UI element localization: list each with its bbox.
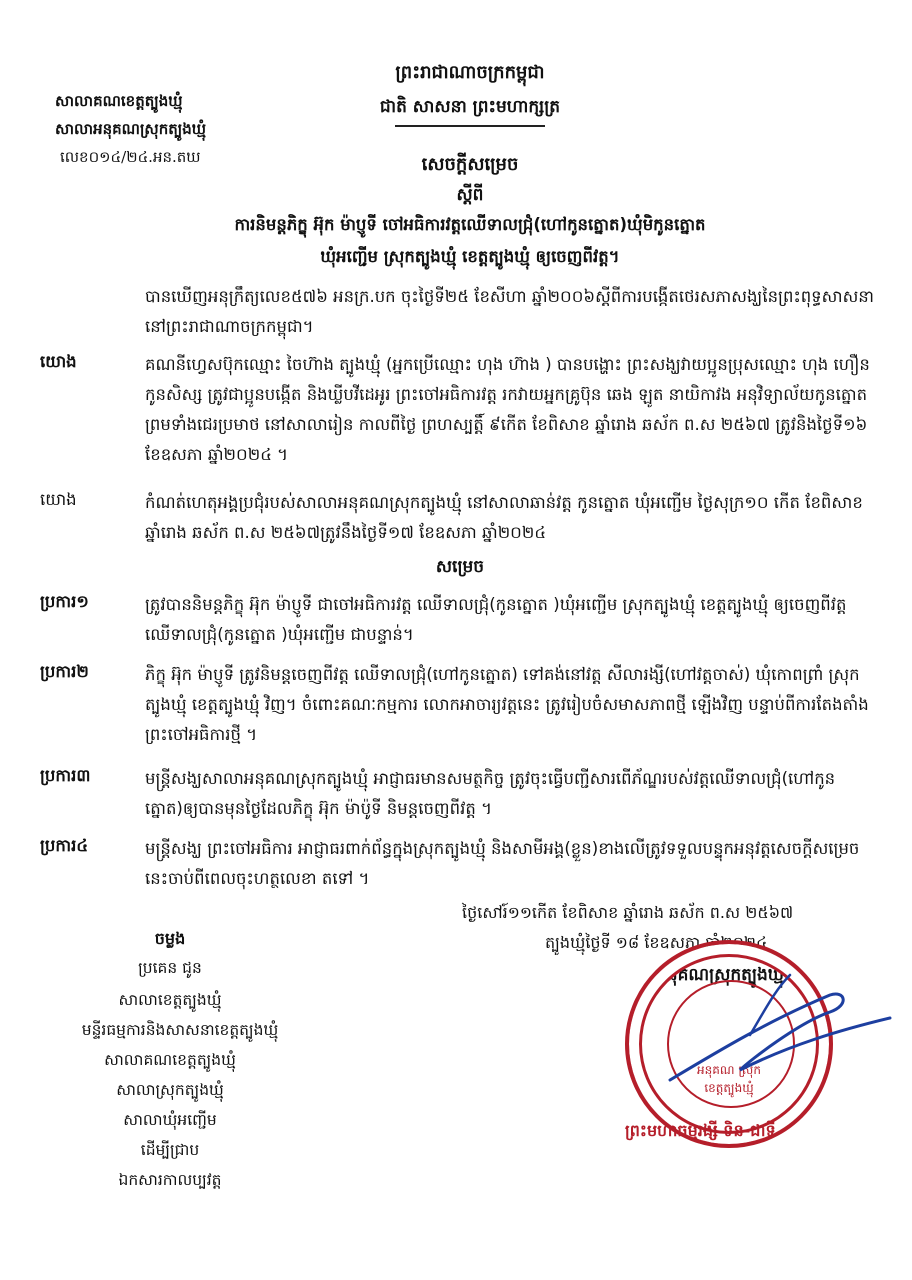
document-type: សេចក្តីសម្រេច: [421, 154, 519, 175]
kingdom-header: ព្រះរាជាណាចក្រកម្ពុជា: [395, 62, 545, 83]
seal-text-2: ខេត្តត្បូងឃ្មុំ: [704, 1081, 754, 1095]
seal-text-1: អនុគណ ស្រុក: [697, 1063, 761, 1077]
recipient-item: សាលាឃុំអញ្ជើម: [123, 1111, 217, 1129]
recipient-item: សាលាខេត្តត្បូងឃ្មុំ: [118, 991, 222, 1009]
recipient-item: ប្រគេន ជូន: [138, 959, 202, 977]
reference-paragraph-1: គណនីហ្វេសប៊ុកឈ្មោះ ចៃហ៊ាង ត្បូងឃ្មុំ (អ្នកប្រើឈ្មោះ ហុង ហ៊ាង ) បានបង្ហោះ ព្រះសង្ឃវាយប្អូនប្រុសឈ្មោះ ហុង ហឿន កូនសិស្ស ត្រូវជាប្អូនបង្កើត និងឃ្លីបវីដេអូរ ព្រះចៅអធិការវត្ត រកវាយអ្នកគ្រូប៊ុន ឆេង ឡូត នាយិកាវង អនុវិទ្យាល័យកូនត្នោត ព្រមទាំងជេរប្រមាថ នៅសាលារៀន កាលពីថ្ងៃ ព្រហស្បត្តិ៍ ៩កើត ខែពិសាខ ឆ្នាំរោង ឆស័ក ព.ស ២៥៦៧ ត្រូវនិងថ្ងៃទី១៦ ខែឧសភា ឆ្នាំ២០២៤ ។: [145, 355, 870, 464]
article-3-label: ប្រការ៣: [40, 766, 91, 785]
reference-paragraph-2: កំណត់ហេតុអង្គប្រជុំរបស់សាលាអនុគណស្រុកត្បូងឃ្មុំ នៅសាលាឆាន់វត្ត កូនត្នោត ឃុំអញ្ជើម ថ្ងៃសុក្រ១០ កើត ខែពិសាខ ឆ្នាំរោង ឆស័ក ព.ស ២៥៦៧ត្រូវនឹងថ្ងៃទី១៧ ខែឧសភា ឆ្នាំ២០២៤: [145, 493, 863, 542]
recipient-item: សាលាស្រុកត្បូងឃ្មុំ: [116, 1081, 224, 1099]
issuer-line-1: សាលាគណខេត្តត្បូងឃ្មុំ: [55, 92, 183, 110]
signature-mark: [600, 950, 900, 1110]
subject-line-2: ឃុំអញ្ជើម ស្រុកត្បូងឃ្មុំ ខេត្តត្បូងឃ្មុំ ឲ្យចេញពីវត្ត។: [320, 247, 620, 266]
reference-label-2: យោង: [40, 490, 77, 509]
reference-number: លេខ០១៤/២៤.អន.តឃ: [60, 148, 201, 166]
date-solar: ត្បូងឃ្មុំថ្ងៃទី ១៨ ខែឧសភា ឆ្នាំ២០២៤: [545, 933, 768, 952]
reference-label-1: យោង: [40, 352, 77, 371]
motto: ជាតិ សាសនា ព្រះមហាក្សត្រ: [379, 97, 561, 117]
article-1-label: ប្រការ១: [40, 592, 89, 611]
decision-heading: សម្រេច: [435, 557, 485, 577]
recipient-item: មន្ទីរធម្មការនិងសាសនាខេត្តត្បូងឃ្មុំ: [81, 1021, 279, 1039]
about-label: ស្តីពី: [456, 185, 484, 205]
article-3-text: មន្ត្រីសង្ឃសាលាអនុគណស្រុកត្បូងឃ្មុំ អាជ្ញាធរមានសមត្ថកិច្ច ត្រូវចុះធ្វើបញ្ជីសារពើភ័ណ្ឌរបស់វត្តឈើទាលជ្រុំ(ហៅកូនត្នោត)ឲ្យបានមុនថ្ងៃដែលភិក្ខុ អ៊ុក ម៉ាប៉ូទី និមន្តចេញពីវត្ត ។: [145, 769, 836, 818]
article-4-label: ប្រការ៤: [40, 836, 89, 855]
recipient-item: ដើម្បីជ្រាប: [140, 1141, 200, 1159]
office-title: អនុគណស្រុកត្បូងឃ្មុំ: [656, 965, 784, 985]
recipients-heading: ចម្លង: [154, 929, 186, 948]
recipient-item: ឯកសារកាលប្បវត្ត: [118, 1171, 222, 1189]
article-2-text: ភិក្ខុ អ៊ុក ម៉ាប្ញូទី ត្រូវនិមន្តចេញពីវត្ត ឈើទាលជ្រុំ(ហៅកូនត្នោត) ទៅគង់នៅវត្ត សីលារង្សី(ហៅវត្តចាស់) ឃុំកោពព្រាំ ស្រុកត្បូងឃ្មុំ ខេត្តត្បូងឃ្មុំ វិញ។ ចំពោះគណៈកម្មការ លោកអាចារ្យវត្តនេះ ត្រូវរៀបចំសមាសភាពថ្មី ឡើងវិញ បន្ទាប់ពីការតែងតាំងព្រះចៅអធិការថ្មី ។: [145, 665, 869, 744]
header-ornament: [395, 125, 545, 127]
article-1-text: ត្រូវបាននិមន្តភិក្ខុ អ៊ុក ម៉ាប្ញូទី ជាចៅអធិការវត្ត ឈើទាលជ្រុំ(កូនត្នោត )ឃុំអញ្ជើម ស្រុកត្បូងឃ្មុំ ខេត្តត្បូងឃ្មុំ ឲ្យចេញពីវត្តឈើទាលជ្រុំ(កូនត្នោត )ឃុំអញ្ជើម ជាបន្ទាន់។: [145, 595, 847, 644]
issuer-line-2: សាលាអនុគណស្រុកត្បូងឃ្មុំ: [55, 120, 207, 138]
date-lunar: ថ្ងៃសៅរ៍១១កើត ខែពិសាខ ឆ្នាំរោង ឆស័ក ព.ស ២៥៦៧: [462, 903, 794, 922]
article-2-label: ប្រការ២: [40, 662, 89, 681]
article-4-text: មន្ត្រីសង្ឃ ព្រះចៅអធិការ អាជ្ញាធរពាក់ព័ន្ធក្នុងស្រុកត្បូងឃ្មុំ និងសាមីអង្គ(ខ្លួន)ខាងលើត្រូវទទួលបន្ទុកអនុវត្តសេចក្តីសម្រេចនេះចាប់ពីពេលចុះហត្ថលេខា តទៅ ។: [145, 839, 860, 888]
recipient-item: សាលាគណខេត្តត្បូងឃ្មុំ: [104, 1051, 236, 1069]
signatory-name: ព្រះមហាធម្មរង្សី ទិន-ជាទី: [625, 1121, 776, 1140]
seen-paragraph: បានឃើញអនុក្រឹត្យលេខ៥៧៦ អនក្រ.បក ចុះថ្ងៃទី២៥ ខែសីហា ឆ្នាំ២០០៦ស្តីពីការបង្កើតថេរសភាសង្ឃនៃព្រះពុទ្ធសាសនា នៅព្រះរាជាណាចក្រកម្ពុជា។: [145, 287, 875, 336]
subject-line-1: ការនិមន្តភិក្ខុ អ៊ុក ម៉ាប្ញូទី ចៅអធិការវត្តឈើទាលជ្រុំ(ហៅកូនត្នោត)ឃុំមិកូនត្នោត: [234, 215, 706, 234]
